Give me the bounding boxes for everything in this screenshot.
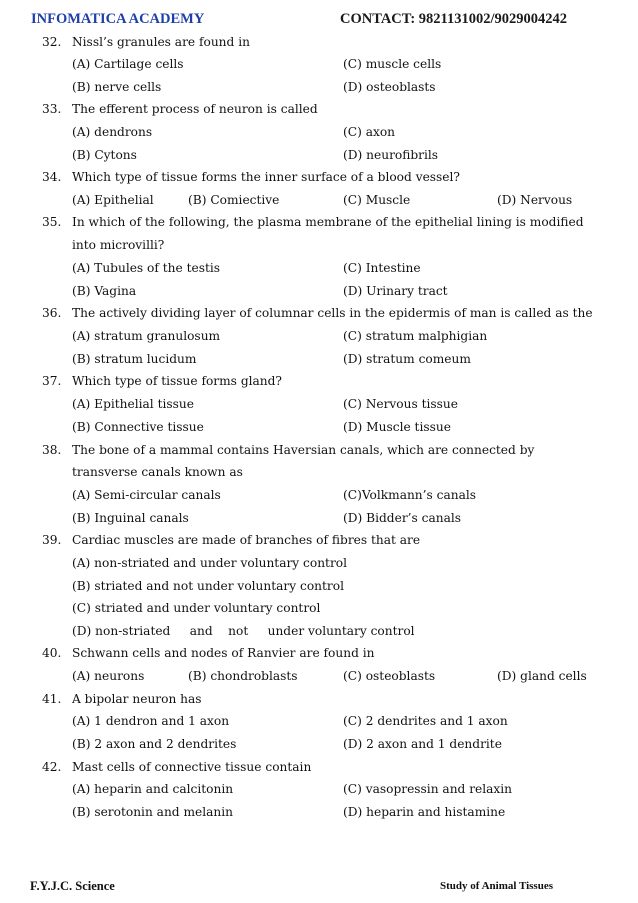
option-a: (A) heparin and calcitonin xyxy=(72,782,234,796)
option-b: (B) Connective tissue xyxy=(72,420,204,434)
option-a: (A) Tubules of the testis xyxy=(72,261,221,275)
option-d: (D) Muscle tissue xyxy=(343,420,451,434)
question-text: Schwann cells and nodes of Ranvier are found in xyxy=(72,646,375,660)
option-d: (D) neurofibrils xyxy=(343,148,439,162)
question-number: 40. xyxy=(42,646,62,660)
question-text: transverse canals known as xyxy=(72,465,243,479)
contact-info: CONTACT: 9821131002/9029004242 xyxy=(340,11,568,27)
question-text: The efferent process of neuron is called xyxy=(72,102,318,116)
option-b: (B) 2 axon and 2 dendrites xyxy=(72,737,237,751)
option-d: (D) stratum comeum xyxy=(343,352,471,366)
option-d: (D) non-striated and not under voluntary control xyxy=(72,624,415,638)
question-text: The bone of a mammal contains Haversian canals, which are connected by xyxy=(72,443,535,457)
question-text: into microvilli? xyxy=(72,238,165,252)
option-d: (D) 2 axon and 1 dendrite xyxy=(343,737,502,751)
option-a: (A) stratum granulosum xyxy=(72,329,221,343)
option-b: (B) serotonin and melanin xyxy=(72,805,233,819)
question-text: Which type of tissue forms gland? xyxy=(72,374,282,388)
question-number: 36. xyxy=(42,306,62,320)
question-number: 41. xyxy=(42,692,62,706)
question-text: The actively dividing layer of columnar cells in the epidermis of man is called as the xyxy=(72,306,593,320)
option-a: (A) Epithelial tissue xyxy=(72,397,194,411)
question-text: Cardiac muscles are made of branches of fibres that are xyxy=(72,533,421,547)
option-c: (C) striated and under voluntary control xyxy=(72,601,321,615)
option-b: (B) Cytons xyxy=(72,148,137,162)
option-a: (A) Cartilage cells xyxy=(72,57,184,71)
option-d: (D) Urinary tract xyxy=(343,284,448,298)
question-number: 38. xyxy=(42,443,62,457)
option-b: (B) Vagina xyxy=(72,284,137,298)
option-a: (A) neurons xyxy=(72,669,145,683)
question-text: Which type of tissue forms the inner surface of a blood vessel? xyxy=(72,170,460,184)
option-a: (A) Epithelial xyxy=(72,193,154,207)
option-c: (C) vasopressin and relaxin xyxy=(343,782,513,796)
option-b: (B) Inguinal canals xyxy=(72,511,189,525)
option-a: (A) 1 dendron and 1 axon xyxy=(72,714,230,728)
option-c: (C) stratum malphigian xyxy=(343,329,488,343)
option-c: (C)Volkmann’s canals xyxy=(343,488,477,502)
academy-name: INFOMATICA ACADEMY xyxy=(31,11,205,27)
option-c: (C) Intestine xyxy=(343,261,421,275)
question-number: 34. xyxy=(42,170,62,184)
option-d: (D) osteoblasts xyxy=(343,80,436,94)
question-number: 39. xyxy=(42,533,62,547)
option-c: (C) axon xyxy=(343,125,396,139)
option-d: (D) Nervous xyxy=(497,193,573,207)
option-a: (A) dendrons xyxy=(72,125,153,139)
footer-course: F.Y.J.C. Science xyxy=(30,879,115,893)
question-number: 37. xyxy=(42,374,62,388)
question-text: Mast cells of connective tissue contain xyxy=(72,760,312,774)
question-number: 35. xyxy=(42,215,62,229)
question-text: Nissl’s granules are found in xyxy=(72,35,250,49)
question-text: In which of the following, the plasma membrane of the epithelial lining is modified xyxy=(72,215,584,229)
option-b: (B) stratum lucidum xyxy=(72,352,197,366)
question-text: A bipolar neuron has xyxy=(72,692,202,706)
option-c: (C) Nervous tissue xyxy=(343,397,458,411)
option-c: (C) Muscle xyxy=(343,193,411,207)
question-number: 42. xyxy=(42,760,62,774)
option-b: (B) Comiective xyxy=(188,193,280,207)
option-d: (D) heparin and histamine xyxy=(343,805,506,819)
question-number: 32. xyxy=(42,35,62,49)
option-a: (A) non-striated and under voluntary control xyxy=(72,556,348,570)
option-d: (D) gland cells xyxy=(497,669,587,683)
option-c: (C) 2 dendrites and 1 axon xyxy=(343,714,508,728)
option-b: (B) striated and not under voluntary control xyxy=(72,579,344,593)
footer-chapter: Study of Animal Tissues xyxy=(440,880,553,892)
option-a: (A) Semi-circular canals xyxy=(72,488,221,502)
option-d: (D) Bidder’s canals xyxy=(343,511,462,525)
question-number: 33. xyxy=(42,102,62,116)
option-b: (B) chondroblasts xyxy=(188,669,298,683)
option-c: (C) muscle cells xyxy=(343,57,442,71)
option-c: (C) osteoblasts xyxy=(343,669,436,683)
option-b: (B) nerve cells xyxy=(72,80,162,94)
